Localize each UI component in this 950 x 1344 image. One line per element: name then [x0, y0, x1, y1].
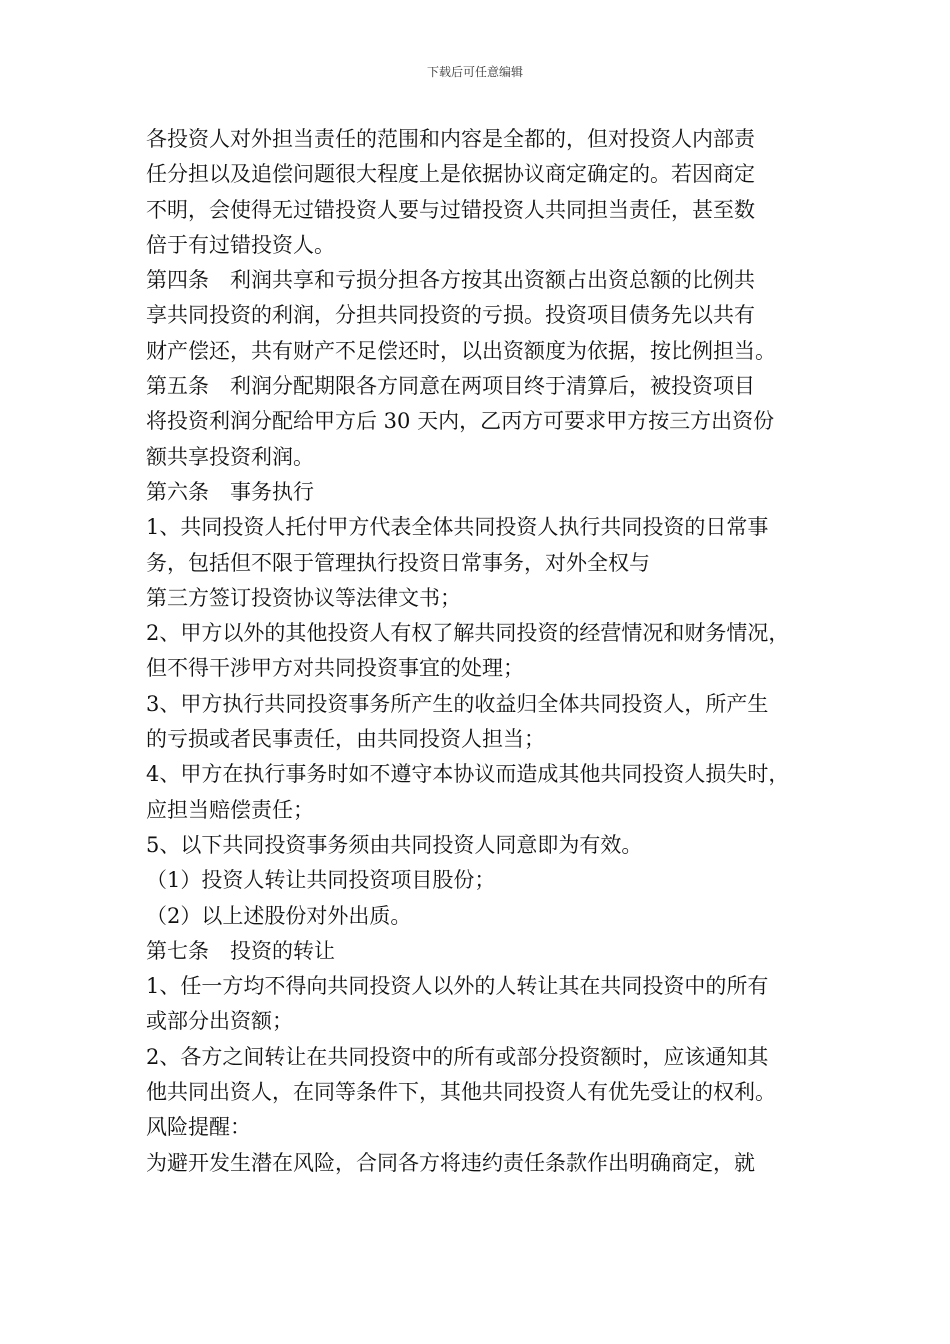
- text-line: 倍于有过错投资人。: [146, 232, 335, 257]
- list-item: 4、甲方在执行事务时如不遵守本协议而造成其他共同投资人损失时，: [146, 762, 790, 787]
- list-item: 3、甲方执行共同投资事务所产生的收益归全体共同投资人，所产生: [146, 691, 769, 716]
- list-item: 2、甲方以外的其他投资人有权了解共同投资的经营情况和财务情况，: [146, 621, 790, 646]
- article-6-heading: 第六条 事务执行: [146, 479, 314, 504]
- text-line: 财产偿还，共有财产不足偿还时，以出资额度为依据，按比例担当。: [146, 338, 776, 363]
- sub-list-item: （2）以上述股份对外出质。: [146, 903, 412, 928]
- text-line: 各投资人对外担当责任的范围和内容是全都的，但对投资人内部责: [146, 127, 755, 151]
- list-item: 1、任一方均不得向共同投资人以外的人转让其在共同投资中的所有: [146, 974, 769, 999]
- text-line: 的亏损或者民事责任，由共同投资人担当；: [146, 727, 545, 752]
- text-line: 不明，会使得无过错投资人要与过错投资人共同担当责任，甚至数: [146, 197, 755, 222]
- text-line: 但不得干涉甲方对共同投资事宜的处理；: [146, 656, 524, 681]
- list-item: 1、共同投资人托付甲方代表全体共同投资人执行共同投资的日常事: [146, 515, 769, 540]
- page-header: 下载后可任意编辑: [426, 65, 523, 79]
- text-line: 务，包括但不限于管理执行投资日常事务，对外全权与: [146, 550, 650, 575]
- document-body: [146, 122, 814, 1181]
- article-5-heading: 第五条 利润分配期限各方同意在两项目终于清算后，被投资项目: [146, 374, 755, 399]
- text-line: 或部分出资额；: [146, 1009, 293, 1034]
- text-line: 他共同出资人，在同等条件下，其他共同投资人有优先受让的权利。: [146, 1080, 776, 1105]
- risk-reminder-heading: 风险提醒：: [146, 1115, 251, 1140]
- list-item: 2、各方之间转让在共同投资中的所有或部分投资额时，应该通知其: [146, 1044, 769, 1069]
- text-line: 享共同投资的利润，分担共同投资的亏损。投资项目债务先以共有: [146, 303, 755, 328]
- article-7-heading: 第七条 投资的转让: [146, 938, 335, 963]
- list-item: 5、以下共同投资事务须由共同投资人同意即为有效。: [146, 832, 643, 857]
- article-4-heading: 第四条 利润共享和亏损分担各方按其出资额占出资总额的比例共: [146, 268, 755, 293]
- sub-list-item: （1）投资人转让共同投资项目股份；: [146, 868, 496, 893]
- text-line: 应担当赔偿责任；: [146, 797, 314, 822]
- text-line: 第三方签订投资协议等法律文书；: [146, 585, 461, 610]
- text-line: 任分担以及追偿问题很大程度上是依据协议商定确定的。若因商定: [146, 162, 755, 187]
- text-line: 额共享投资利润。: [146, 444, 314, 469]
- text-line: 将投资利润分配给甲方后 30 天内，乙丙方可要求甲方按三方出资份: [146, 409, 775, 434]
- text-line: 为避开发生潜在风险，合同各方将违约责任条款作出明确商定，就: [146, 1150, 755, 1175]
